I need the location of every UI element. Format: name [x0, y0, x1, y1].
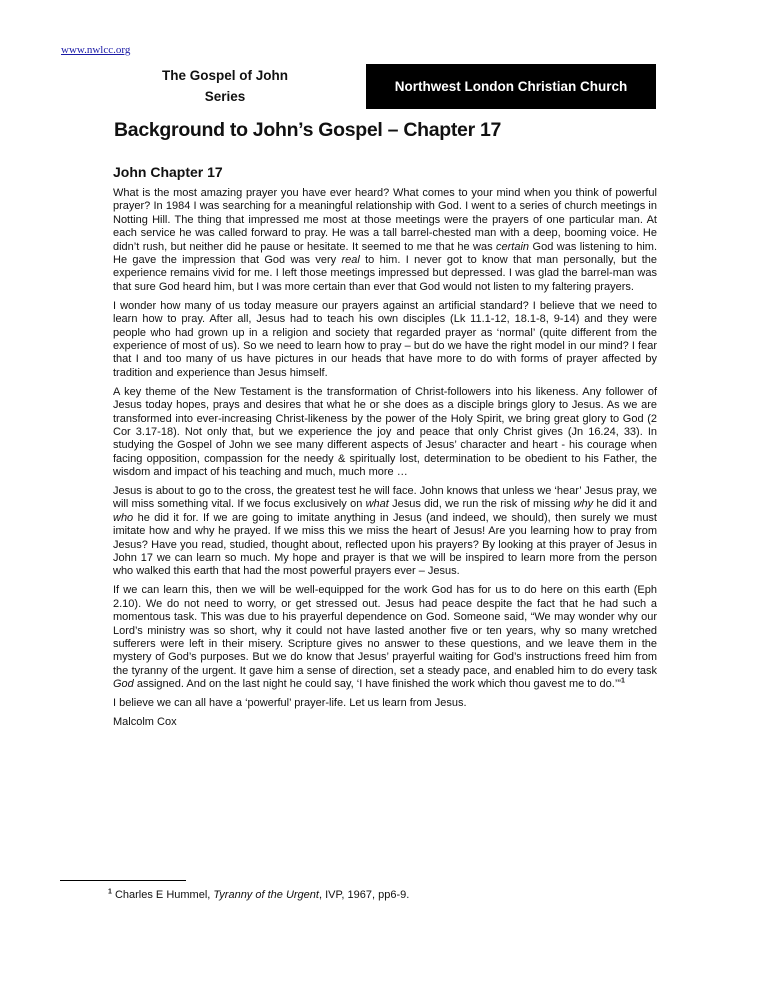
emphasis-text: why	[573, 498, 594, 511]
paragraph-text: What is the most amazing prayer you have ever heard? What comes to your mind when you think of powerful prayer? In 1984 I was searching for a meaningful relationship with God. I went to a series of church meetings in Notting Hill. The thing that impressed me most at those meetings were the prayers of one particular man. At each service he was called forward to pray. He was a tall barrel-chested man with a deep, booming voice. He didn’t rush, but neither did he pause or hesitate. It seemed to me that he was	[113, 187, 657, 253]
paragraph-text: If we can learn this, then we will be well-equipped for the work God has for us to do here on this earth (Eph 2.10). We do not need to worry, or get stressed out. Jesus had peace despite the fact that he had such a momentous task. This was due to his prayerful dependence on God. Someone said, “We may wonder why our Lord’s ministry was so short, why it could not have lasted another five or ten years, why so many wretched sufferers were left in their misery. Scripture gives no answer to these questions, and we leave them in the mystery of God’s purposes. But we do know that Jesus’ prayerful waiting for God’s instructions freed him from the tyranny of the urgent. It gave him a sense of direction, set a steady pace, and enabled him to do every task	[113, 584, 657, 677]
footnote-marker: 1	[108, 888, 112, 896]
chapter-heading: John Chapter 17	[113, 164, 223, 180]
footnote-publisher: , IVP, 1967, pp6-9.	[318, 889, 410, 901]
footnote-divider	[60, 880, 186, 881]
paragraph-text: to him. I never got to know that man personally, but the experience remains vivid for me. I left those meetings impressed but depressed. I was glad the barrel-man was that sure God heard him, but I was more certain than ever that God would not listen to my faltering prayers.	[113, 254, 657, 293]
footnote-book-title: Tyranny of the Urgent	[213, 889, 319, 901]
paragraph	[113, 584, 657, 691]
paragraph-text: I believe we can all have a ‘powerful’ prayer-life. Let us learn from Jesus.	[113, 697, 467, 710]
emphasis-text: real	[341, 254, 360, 267]
paragraph	[113, 187, 657, 294]
emphasis-text: God	[113, 678, 134, 691]
paragraph-text: Malcolm Cox	[113, 716, 177, 729]
series-title: The Gospel of John Series	[161, 68, 288, 104]
footnote-reference[interactable]: 1	[620, 677, 625, 685]
paragraph-text: Jesus did, we run the risk of missing	[388, 498, 574, 511]
paragraph-text: A key theme of the New Testament is the transformation of Christ-followers into his likeness. Any follower of Jesus today hopes, prays and desires that what he or she does as a disciple brings glory to Jesus. As we are transformed into ever-increasing Christ-likeness by the power of the Holy Spirit, we bring great glory to God (2 Cor 3.17-18). Not only that, but we experience the joy and peace that only Christ gives (Jn 16.24, 33). In studying the Gospel of John we see many different aspects of Jesus’ character and heart - his courage when facing opposition, compassion for the needy & spiritually lost, determination to be obedient to his Father, the wisdom and impact of his teaching and much, much more …	[113, 385, 657, 479]
paragraph	[113, 716, 657, 729]
website-link[interactable]: www.nwlcc.org	[61, 44, 131, 56]
paragraph-text: he did it and	[593, 498, 657, 511]
emphasis-text: what	[365, 498, 389, 511]
paragraph	[113, 697, 657, 710]
page-title: Background to John’s Gospel – Chapter 17	[114, 119, 502, 141]
paragraph	[113, 386, 657, 480]
church-name-banner: Northwest London Christian Church	[366, 64, 656, 109]
paragraph-text: he did it for. If we are going to imitate anything in Jesus (and indeed, we should), then surely we must imitate how and why he prayed. If we miss this we miss the heart of Jesus! Are you learning how to pray from Jesus? Have you read, studied, thought about, reflected upon his prayers? By looking at this prayer of Jesus in John 17 we can learn so much. My hope and prayer is that we will be inspired to learn more from the person who walked this earth that had the most powerful prayers ever – Jesus.	[113, 511, 657, 578]
paragraph-text: Jesus is about to go to the cross, the greatest test he will face. John knows that unless we ‘hear’ Jesus pray, we will miss something vital. If we focus exclusively on	[113, 485, 657, 511]
emphasis-text: who	[113, 511, 134, 524]
paragraph-text: assigned. And on the last night he could say, ‘I have finished the work which thou gavest me to do.’”	[133, 678, 621, 691]
footnote	[108, 889, 409, 901]
paragraph	[113, 300, 657, 380]
article-body	[113, 187, 657, 735]
footnote-text: Charles E Hummel,	[111, 889, 214, 901]
paragraph	[113, 485, 657, 579]
paragraph-text: I wonder how many of us today measure our prayers against an artificial standard? I believe that we need to learn how to pray. After all, Jesus had to teach his own disciples (Lk 11.1-12, 18.1-8, 9-14) and they were people who had grown up in a religion and society that regarded prayer as ‘normal’ (quite different from the experience of most of us). So we need to learn how to pray – but do we have the right model in our mind? I fear that I and too many of us have pictures in our heads that have more to do with forms of prayer affected by tradition and experience than Jesus himself.	[113, 299, 657, 379]
paragraph-text: God was listening to him. He gave the impression that God was very	[113, 240, 657, 267]
emphasis-text: certain	[496, 240, 530, 253]
